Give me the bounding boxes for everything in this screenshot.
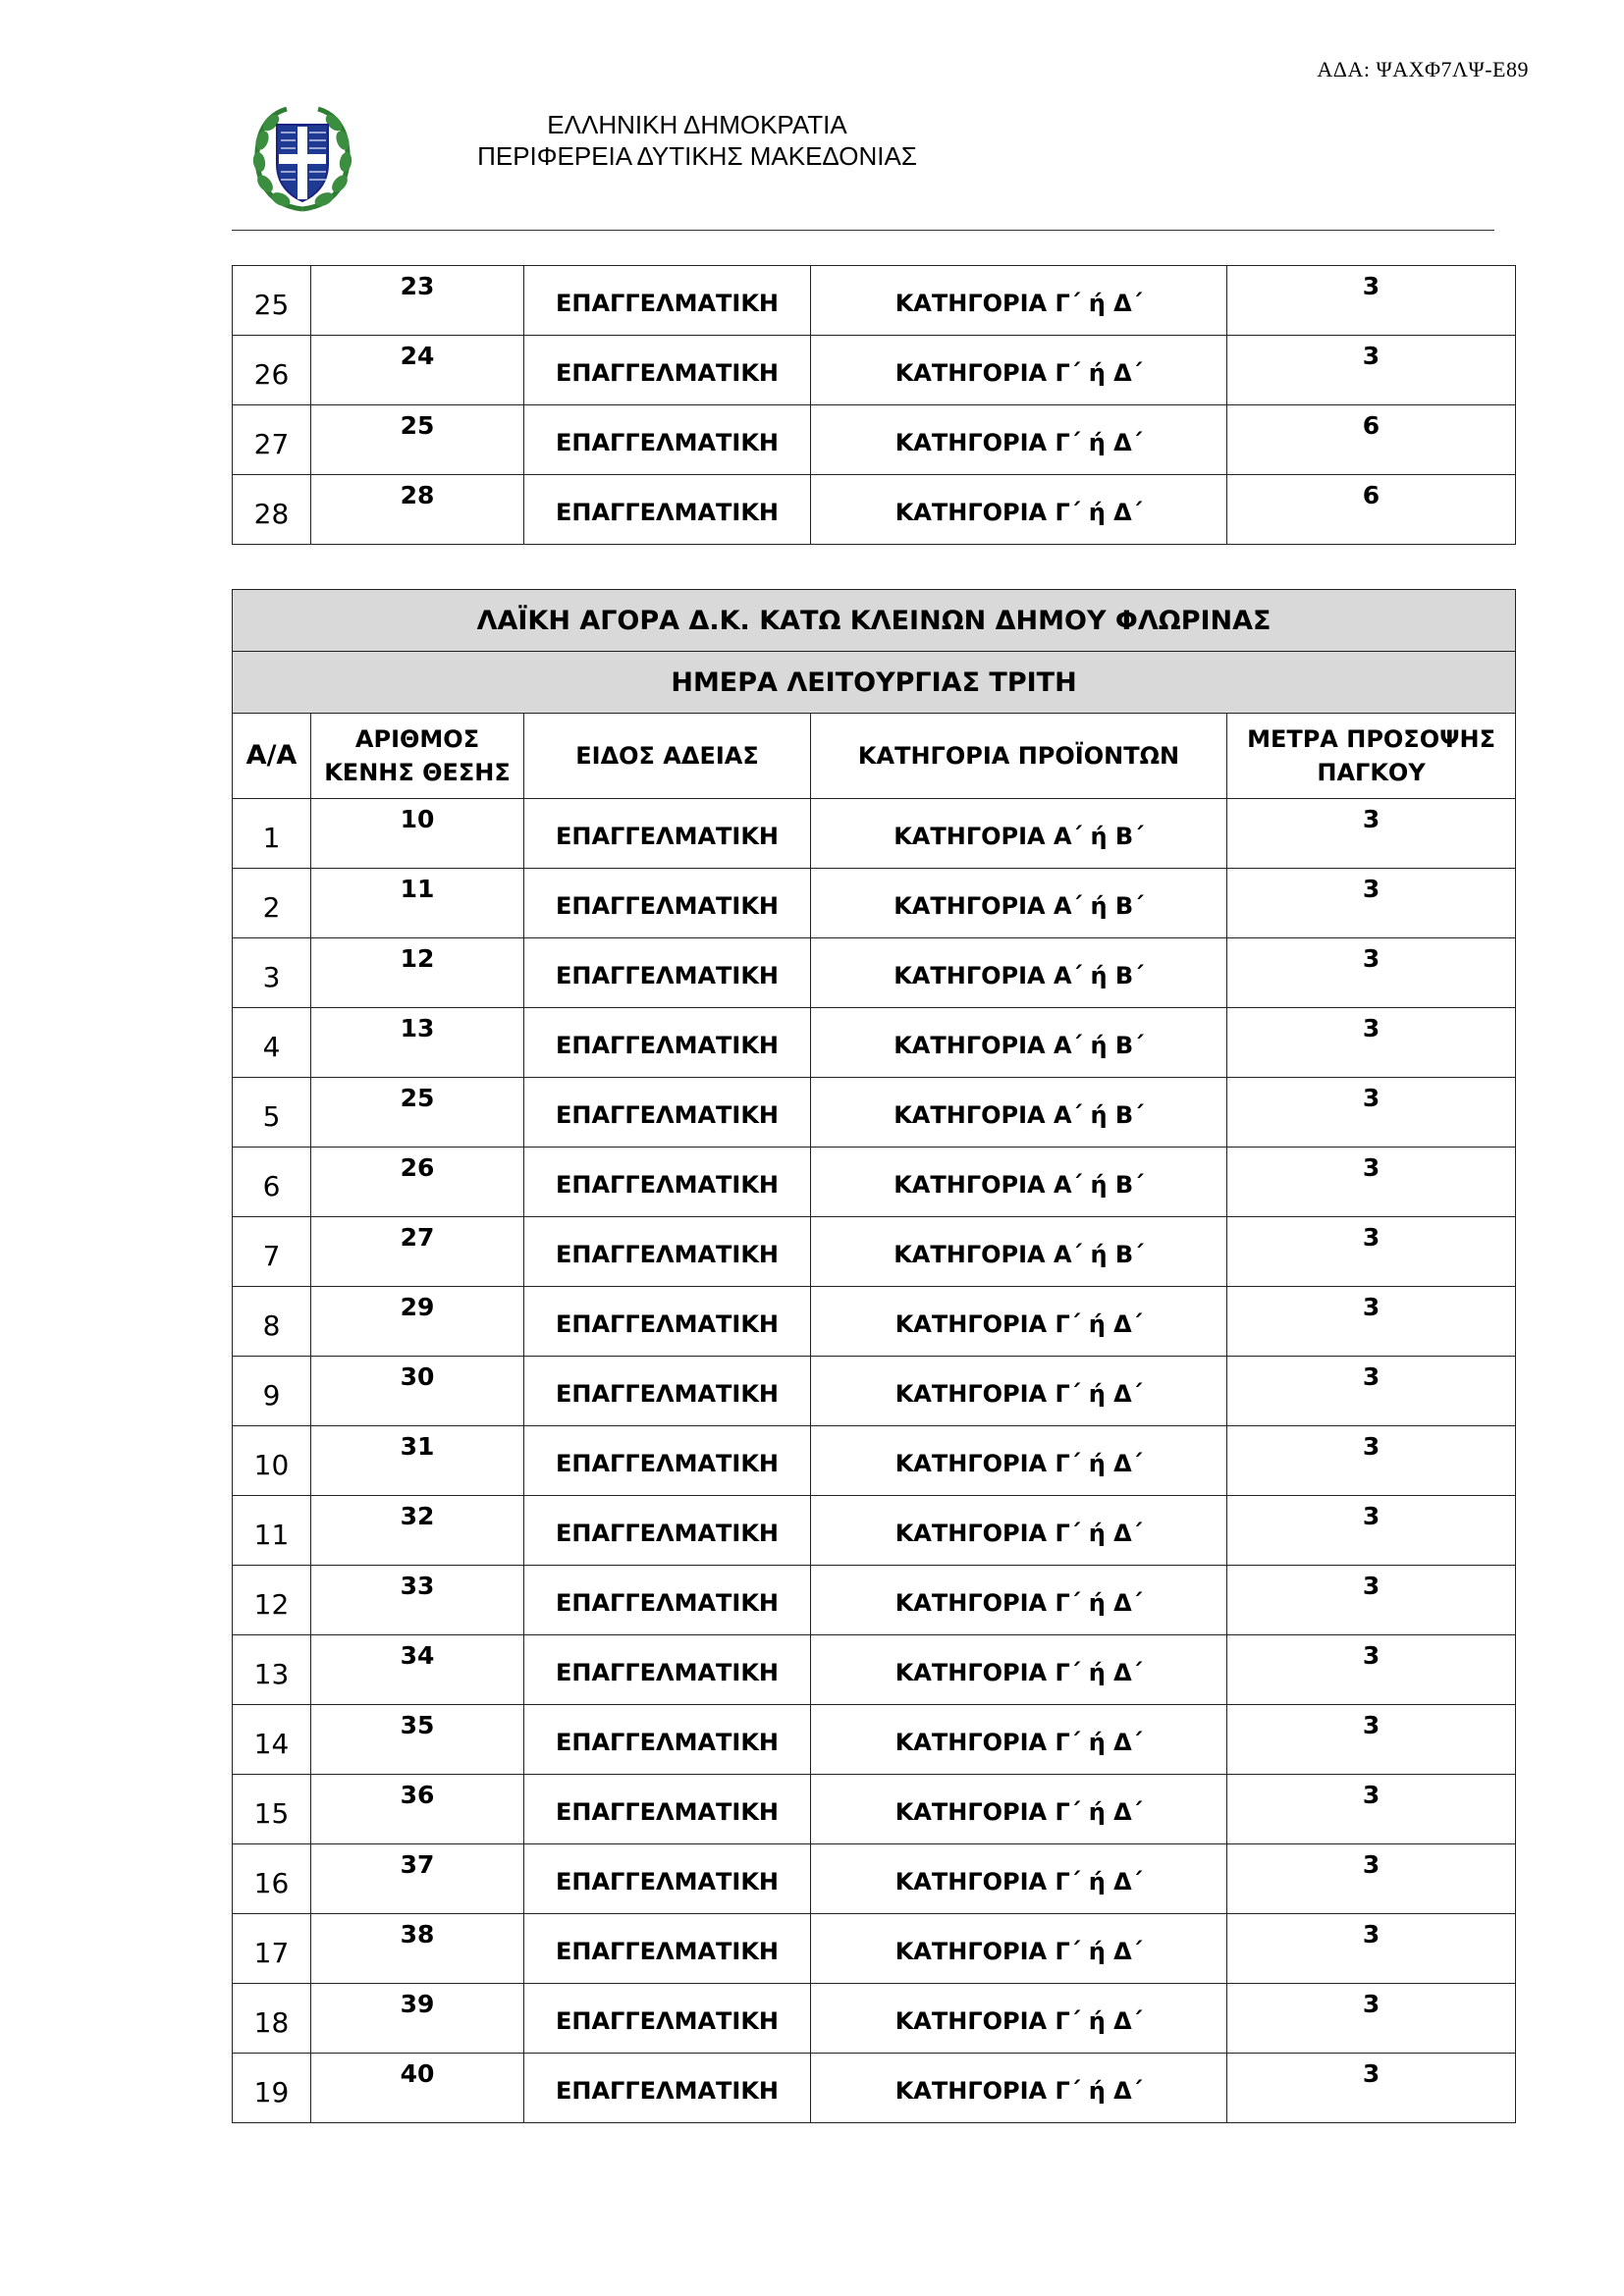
row-number: 18 [233, 1984, 311, 2054]
greek-coat-of-arms-icon [247, 103, 357, 217]
table-row [233, 1635, 1516, 1705]
license-type: ΕΠΑΓΓΕΛΜΑΤΙΚΗ [524, 1426, 811, 1496]
header-line-region: ΠΕΡΙΦΕΡΕΙΑ ΔΥΤΙΚΗΣ ΜΑΚΕΔΟΝΙΑΣ [477, 141, 917, 171]
table-row [233, 799, 1516, 869]
table-row [233, 1357, 1516, 1426]
stall-size: 3 [1227, 1914, 1516, 1984]
product-category: ΚΑΤΗΓΟΡΙΑ Γ΄ ή Δ΄ [811, 1426, 1227, 1496]
row-number: 5 [233, 1078, 311, 1148]
row-number: 27 [233, 405, 311, 475]
vacancy-number: 28 [311, 475, 524, 545]
table-row [233, 869, 1516, 938]
stall-size: 3 [1227, 2054, 1516, 2123]
vacancy-number: 10 [311, 799, 524, 869]
table-row [233, 475, 1516, 545]
vacancy-number: 37 [311, 1844, 524, 1914]
vacancy-number: 34 [311, 1635, 524, 1705]
row-number: 3 [233, 938, 311, 1008]
row-number: 7 [233, 1217, 311, 1287]
product-category: ΚΑΤΗΓΟΡΙΑ Γ΄ ή Δ΄ [811, 1984, 1227, 2054]
table-row [233, 1008, 1516, 1078]
stall-size: 3 [1227, 799, 1516, 869]
product-category: ΚΑΤΗΓΟΡΙΑ Γ΄ ή Δ΄ [811, 266, 1227, 336]
row-number: 1 [233, 799, 311, 869]
row-number: 4 [233, 1008, 311, 1078]
license-type: ΕΠΑΓΓΕΛΜΑΤΙΚΗ [524, 1775, 811, 1844]
license-type: ΕΠΑΓΓΕΛΜΑΤΙΚΗ [524, 799, 811, 869]
row-number: 25 [233, 266, 311, 336]
license-type: ΕΠΑΓΓΕΛΜΑΤΙΚΗ [524, 938, 811, 1008]
product-category: ΚΑΤΗΓΟΡΙΑ Α΄ ή Β΄ [811, 1148, 1227, 1217]
table-row [233, 1914, 1516, 1984]
row-number: 12 [233, 1566, 311, 1635]
product-category: ΚΑΤΗΓΟΡΙΑ Α΄ ή Β΄ [811, 1008, 1227, 1078]
vacancy-number: 38 [311, 1914, 524, 1984]
vacancy-number: 24 [311, 336, 524, 405]
stall-size: 3 [1227, 1496, 1516, 1566]
license-type: ΕΠΑΓΓΕΛΜΑΤΙΚΗ [524, 336, 811, 405]
product-category: ΚΑΤΗΓΟΡΙΑ Γ΄ ή Δ΄ [811, 1914, 1227, 1984]
row-number: 16 [233, 1844, 311, 1914]
vacancy-number: 25 [311, 1078, 524, 1148]
product-category: ΚΑΤΗΓΟΡΙΑ Α΄ ή Β΄ [811, 1078, 1227, 1148]
row-number: 11 [233, 1496, 311, 1566]
license-type: ΕΠΑΓΓΕΛΜΑΤΙΚΗ [524, 1984, 811, 2054]
stall-size: 3 [1227, 1566, 1516, 1635]
table-row [233, 1426, 1516, 1496]
product-category: ΚΑΤΗΓΟΡΙΑ Γ΄ ή Δ΄ [811, 1844, 1227, 1914]
vacancy-number: 12 [311, 938, 524, 1008]
license-type: ΕΠΑΓΓΕΛΜΑΤΙΚΗ [524, 1566, 811, 1635]
product-category: ΚΑΤΗΓΟΡΙΑ Γ΄ ή Δ΄ [811, 405, 1227, 475]
license-type: ΕΠΑΓΓΕΛΜΑΤΙΚΗ [524, 1635, 811, 1705]
license-type: ΕΠΑΓΓΕΛΜΑΤΙΚΗ [524, 1357, 811, 1426]
header-product-category: ΚΑΤΗΓΟΡΙΑ ΠΡΟΪΟΝΤΩΝ [811, 714, 1227, 799]
license-type: ΕΠΑΓΓΕΛΜΑΤΙΚΗ [524, 405, 811, 475]
license-type: ΕΠΑΓΓΕΛΜΑΤΙΚΗ [524, 1287, 811, 1357]
table-row [233, 266, 1516, 336]
row-number: 14 [233, 1705, 311, 1775]
stall-size: 3 [1227, 1148, 1516, 1217]
license-type: ΕΠΑΓΓΕΛΜΑΤΙΚΗ [524, 1148, 811, 1217]
product-category: ΚΑΤΗΓΟΡΙΑ Γ΄ ή Δ΄ [811, 1705, 1227, 1775]
stall-size: 3 [1227, 1844, 1516, 1914]
table-row [233, 1984, 1516, 2054]
stall-size: 3 [1227, 1008, 1516, 1078]
product-category: ΚΑΤΗΓΟΡΙΑ Γ΄ ή Δ΄ [811, 475, 1227, 545]
header-divider [232, 230, 1494, 231]
license-type: ΕΠΑΓΓΕΛΜΑΤΙΚΗ [524, 475, 811, 545]
table-row [233, 1775, 1516, 1844]
table-row [233, 336, 1516, 405]
header-aa: Α/Α [233, 714, 311, 799]
vacancy-number: 33 [311, 1566, 524, 1635]
row-number: 15 [233, 1775, 311, 1844]
table-subtitle-row [233, 652, 1516, 714]
stall-size: 3 [1227, 1705, 1516, 1775]
table-title-row [233, 590, 1516, 652]
vacancy-number: 29 [311, 1287, 524, 1357]
row-number: 9 [233, 1357, 311, 1426]
stall-size: 3 [1227, 1078, 1516, 1148]
document-header [432, 109, 962, 172]
vacancy-number: 25 [311, 405, 524, 475]
stall-size: 6 [1227, 475, 1516, 545]
product-category: ΚΑΤΗΓΟΡΙΑ Α΄ ή Β΄ [811, 938, 1227, 1008]
table-row [233, 1566, 1516, 1635]
stall-size: 3 [1227, 1287, 1516, 1357]
vacancy-number: 30 [311, 1357, 524, 1426]
vacancy-number: 13 [311, 1008, 524, 1078]
stall-size: 3 [1227, 1775, 1516, 1844]
vacancy-number: 36 [311, 1775, 524, 1844]
row-number: 2 [233, 869, 311, 938]
header-line-country: ΕΛΛΗΝΙΚΗ ΔΗΜΟΚΡΑΤΙΑ [547, 110, 847, 139]
header-stall-size-line2: ΠΑΓΚΟΥ [1317, 759, 1426, 786]
header-license-type: ΕΙΔΟΣ ΑΔΕΙΑΣ [524, 714, 811, 799]
product-category: ΚΑΤΗΓΟΡΙΑ Γ΄ ή Δ΄ [811, 1635, 1227, 1705]
header-vacancy-number-line1: ΑΡΙΘΜΟΣ [354, 725, 480, 753]
row-number: 17 [233, 1914, 311, 1984]
stall-size: 3 [1227, 336, 1516, 405]
vacancy-number: 39 [311, 1984, 524, 2054]
stall-size: 3 [1227, 266, 1516, 336]
ada-code: ΑΔΑ: ΨΑΧΦ7ΛΨ-Ε89 [1317, 57, 1529, 81]
header-stall-size-line1: ΜΕΤΡΑ ΠΡΟΣΟΨΗΣ [1247, 725, 1495, 753]
table-row [233, 1148, 1516, 1217]
row-number: 10 [233, 1426, 311, 1496]
vacancy-number: 27 [311, 1217, 524, 1287]
continued-vacancies-table [232, 265, 1516, 545]
row-number: 19 [233, 2054, 311, 2123]
table-row [233, 405, 1516, 475]
row-number: 28 [233, 475, 311, 545]
vacancy-number: 23 [311, 266, 524, 336]
stall-size: 3 [1227, 1357, 1516, 1426]
vacancy-number: 32 [311, 1496, 524, 1566]
row-number: 13 [233, 1635, 311, 1705]
table-row [233, 1496, 1516, 1566]
license-type: ΕΠΑΓΓΕΛΜΑΤΙΚΗ [524, 266, 811, 336]
header-stall-size [1227, 714, 1516, 799]
header-vacancy-number-line2: ΚΕΝΗΣ ΘΕΣΗΣ [324, 759, 511, 786]
license-type: ΕΠΑΓΓΕΛΜΑΤΙΚΗ [524, 1705, 811, 1775]
stall-size: 6 [1227, 405, 1516, 475]
vacancy-number: 40 [311, 2054, 524, 2123]
product-category: ΚΑΤΗΓΟΡΙΑ Γ΄ ή Δ΄ [811, 1357, 1227, 1426]
product-category: ΚΑΤΗΓΟΡΙΑ Α΄ ή Β΄ [811, 869, 1227, 938]
product-category: ΚΑΤΗΓΟΡΙΑ Γ΄ ή Δ΄ [811, 1566, 1227, 1635]
table-row [233, 1287, 1516, 1357]
product-category: ΚΑΤΗΓΟΡΙΑ Γ΄ ή Δ΄ [811, 2054, 1227, 2123]
vacancy-number: 31 [311, 1426, 524, 1496]
stall-size: 3 [1227, 869, 1516, 938]
license-type: ΕΠΑΓΓΕΛΜΑΤΙΚΗ [524, 1914, 811, 1984]
header-vacancy-number [311, 714, 524, 799]
stall-size: 3 [1227, 938, 1516, 1008]
table-row [233, 1844, 1516, 1914]
table-row [233, 1217, 1516, 1287]
row-number: 26 [233, 336, 311, 405]
table-row [233, 1078, 1516, 1148]
operating-day: ΗΜΕΡΑ ΛΕΙΤΟΥΡΓΙΑΣ ΤΡΙΤΗ [233, 652, 1516, 714]
table-row [233, 1705, 1516, 1775]
stall-size: 3 [1227, 1984, 1516, 2054]
license-type: ΕΠΑΓΓΕΛΜΑΤΙΚΗ [524, 2054, 811, 2123]
product-category: ΚΑΤΗΓΟΡΙΑ Γ΄ ή Δ΄ [811, 1287, 1227, 1357]
table-row [233, 938, 1516, 1008]
vacancy-number: 11 [311, 869, 524, 938]
row-number: 8 [233, 1287, 311, 1357]
product-category: ΚΑΤΗΓΟΡΙΑ Α΄ ή Β΄ [811, 1217, 1227, 1287]
stall-size: 3 [1227, 1426, 1516, 1496]
vacancy-number: 35 [311, 1705, 524, 1775]
table-header-row [233, 714, 1516, 799]
product-category: ΚΑΤΗΓΟΡΙΑ Γ΄ ή Δ΄ [811, 336, 1227, 405]
product-category: ΚΑΤΗΓΟΡΙΑ Γ΄ ή Δ΄ [811, 1496, 1227, 1566]
stall-size: 3 [1227, 1635, 1516, 1705]
license-type: ΕΠΑΓΓΕΛΜΑΤΙΚΗ [524, 1078, 811, 1148]
license-type: ΕΠΑΓΓΕΛΜΑΤΙΚΗ [524, 1496, 811, 1566]
license-type: ΕΠΑΓΓΕΛΜΑΤΙΚΗ [524, 1217, 811, 1287]
product-category: ΚΑΤΗΓΟΡΙΑ Γ΄ ή Δ΄ [811, 1775, 1227, 1844]
table-row [233, 2054, 1516, 2123]
stall-size: 3 [1227, 1217, 1516, 1287]
license-type: ΕΠΑΓΓΕΛΜΑΤΙΚΗ [524, 1844, 811, 1914]
row-number: 6 [233, 1148, 311, 1217]
vacancy-number: 26 [311, 1148, 524, 1217]
product-category: ΚΑΤΗΓΟΡΙΑ Α΄ ή Β΄ [811, 799, 1227, 869]
market-title: ΛΑΪΚΗ ΑΓΟΡΑ Δ.Κ. ΚΑΤΩ ΚΛΕΙΝΩΝ ΔΗΜΟΥ ΦΛΩΡΙΝΑΣ [233, 590, 1516, 652]
license-type: ΕΠΑΓΓΕΛΜΑΤΙΚΗ [524, 869, 811, 938]
kato-kleinon-market-table [232, 589, 1516, 2123]
license-type: ΕΠΑΓΓΕΛΜΑΤΙΚΗ [524, 1008, 811, 1078]
